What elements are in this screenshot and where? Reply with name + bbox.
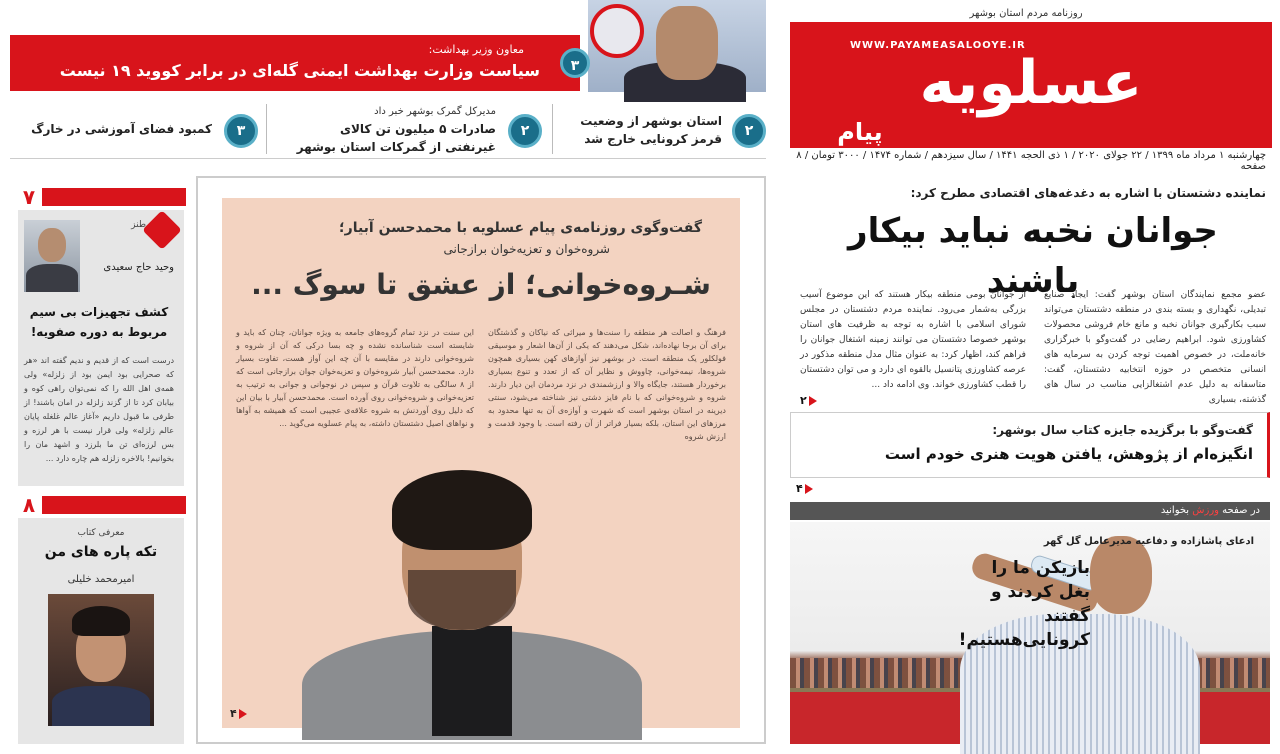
book-intro-author: امیرمحمد خلیلی: [67, 574, 135, 585]
official-photo: [588, 0, 766, 92]
arrow-icon: [239, 709, 247, 719]
page-number-badge: ۲: [508, 114, 542, 148]
no-virus-sign-icon: [590, 4, 644, 58]
feature-body-col-right: فرهنگ و اصالت هر منطقه را سنت‌ها و میراثی که نیاکان و گذشتگان برای آن برجا نهاده‌اند، شکل می‌دهند که یکی از آن‌ها اشعار و موسیقی فولکلور یک منطقه است. در بوشهر نیز آوازهای کهن بسیاری همچون شروه‌ها، نیمه‌خوانی، چاووش و نظایر آن که از تعدد و تنوع بسیاری برخوردار هستند، جایگاه والا و ارزشمندی در نزد مردمان این دیار دارند. شروه و شروه‌خوانی که با نام فایز دشتی نیز شناخته می‌شود، سنتی دیرینه در استان بوشهر است که شهرت و آوازه‌ی آن به تنها محدود به مرزهای این استان، بلکه بسیار فراتر از آن رفته است. با وجود قدمت و ارزش شروه: [488, 328, 726, 441]
top-headline-banner[interactable]: [10, 35, 580, 91]
divider: [552, 104, 553, 154]
section-header-7: [16, 185, 186, 209]
satire-column[interactable]: [18, 210, 184, 486]
arrow-icon: [809, 396, 817, 406]
book-award-box[interactable]: [790, 412, 1270, 478]
book-intro-title[interactable]: تکه پاره های من: [44, 544, 158, 560]
satire-label: طنز: [131, 220, 146, 230]
teaser-title[interactable]: کمبود فضای آموزشی در خارگ: [31, 122, 212, 136]
arrow-icon: [805, 484, 813, 494]
book-author-photo: [48, 594, 154, 726]
lead-headline[interactable]: جوانان نخبه نباید بیکار باشند: [848, 211, 1218, 301]
section-number: ۷: [16, 184, 42, 210]
lead-body-col-2: از جوانان بومی منطقه بیکار هستند که این موضوع آسیب بزرگی به‌شمار می‌رود. نماینده مردم دشتستان در مجلس شورای اسلامی با اشاره به توجه به ظرفیت های استان بوشهر خصوصا دشتستان می توانند زمینه اشتغال جوانان را فراهم کند، اظهار کرد: به عنوان مثال مدل منطقه مذکور در عرصه کشاورزی پتانسیل بالقوه ای دارد و می توان دشتستان را قطب کشاورزی خواند. وی ادامه داد ...: [800, 290, 1026, 390]
satire-logo-icon: [142, 210, 182, 250]
page-number-badge: ۲: [732, 114, 766, 148]
satire-title[interactable]: کشف تجهیزات بی سیم مربوط به دوره صفویه!: [29, 305, 169, 339]
masthead-url[interactable]: WWW.PAYAMEASALOOYE.IR: [850, 40, 1026, 51]
lead-kicker: نماینده دشتستان با اشاره به دغدغه‌های اقتصادی مطرح کرد:: [910, 186, 1266, 200]
top-headline-title[interactable]: سیاست وزارت بهداشت ایمنی گله‌ای در برابر کووید ۱۹ نیست: [59, 61, 540, 80]
divider: [266, 104, 267, 154]
masthead-logo-sub: پیام: [837, 118, 883, 146]
teaser-title[interactable]: صادرات ۵ میلیون تن کالای غیرنفتی از گمرکات استان بوشهر: [296, 122, 496, 154]
sports-kicker: ادعای پاشازاده و دفاعیه مدیرعامل گل گهر: [1043, 536, 1254, 547]
satire-text: درست است که از قدیم و ندیم گفته اند «هر که صحرایی بود ایمن بود از زلزله» ولی همه‌ی اهل الله را که نمی‌توان راهی کوه و بیابان کرد تا از گزند زلزله در امان باشند! از طرفی ما قبول داریم «آغاز عالم غلغله پایان عالم زلزله» ولی قرار نیست با هر لرزه و بس لرزه‌ای تن ما بلرزد و اشهد مان را بخوانیم! بالاخره زلزله هم چاره دارد ...: [24, 356, 174, 463]
feature-headline[interactable]: شـروه‌خوانی؛ از عشق تا سوگ ...: [251, 268, 711, 301]
masthead-logo: عسلویه: [919, 48, 1143, 118]
feature-body-col-left: این سنت در نزد تمام گروه‌های جامعه به ویژه جوانان، چنان که باید و شایسته است شناسانده نشده و چه بسا درکی که آن از شروه و شروه‌خوانی دارند در مقایسه با آن چه این آواز هست، تفاوت بسیار دارد. محمدحسن آبیار شروه‌خوان و تعزیه‌خوان جوان برازجانی است که از ۸ سالگی به تلاوت قرآن و سپس در نوجوانی و جوانی به ترتیب به تعزیه‌خوانی و شروه‌خوانی روی آورده است. محمدحسن آبیار با بیان این که دلیل روی آوردنش به شروه علاقه‌ی عجیبی است که همیشه به آواها و نواهای اصیل دشتستان داشته، به پیام عسلویه می‌گوید ...: [236, 328, 474, 428]
book-award-kicker: گفت‌وگو با برگزیده جایزه کتاب سال بوشهر:: [992, 423, 1253, 437]
sports-section-name: ورزش: [1192, 505, 1219, 516]
teaser-3[interactable]: [20, 102, 260, 158]
page-number-badge: ۳: [560, 48, 590, 78]
sports-section-bar[interactable]: در صفحه ورزش بخوانید: [790, 502, 1270, 520]
teaser-2[interactable]: [272, 102, 548, 158]
teaser-title[interactable]: استان بوشهر از وضعیت قرمز کرونایی خارج شد: [580, 114, 722, 146]
feature-portrait: [302, 460, 642, 728]
feature-story[interactable]: [222, 198, 740, 728]
satire-author: وحید حاج سعیدی: [103, 262, 174, 273]
teaser-1[interactable]: [560, 102, 766, 158]
sports-headline[interactable]: بازیکن ما را بغل کردند و گفتند کرونایی‌هستیم!: [958, 558, 1090, 650]
top-headline-kicker: معاون وزیر بهداشت:: [428, 43, 524, 56]
author-photo: [24, 220, 80, 292]
lead-body-col-1: عضو مجمع نمایندگان استان بوشهر گفت: ایجاد صنایع تبدیلی، نگهداری و بسته بندی در منطقه دشتستان می‌تواند سبب بکارگیری جوانان نخبه و مانع خام فروشی محصولات کشاورزی شود. ابراهیم رضایی در گفت‌وگو با خبرگزاری خانه‌ملت، در خصوص اهمیت توجه کردن به سرمایه های انسانی متخصص در حوزه انتخابیه دشتستان، گفت: متاسفانه به دلیل عدم اشتغالزایی مناسب در سال های گذشته، بسیاری: [1044, 290, 1266, 405]
book-intro-box[interactable]: [18, 518, 184, 744]
divider: [10, 158, 766, 159]
lead-page-ref[interactable]: ۲: [800, 394, 817, 407]
masthead-logo-block[interactable]: [790, 22, 1272, 148]
book-award-page-ref[interactable]: ۴: [796, 482, 813, 495]
section-header-8: [16, 493, 186, 517]
feature-page-ref[interactable]: ۴: [230, 707, 247, 720]
masthead: [790, 8, 1272, 172]
teaser-kicker: مدیرکل گمرک بوشهر خبر داد: [374, 106, 496, 117]
feature-kicker: گفت‌وگوی روزنامه‌ی پیام عسلویه با محمدحسن آبیار؛: [339, 220, 702, 236]
sports-photo[interactable]: [790, 522, 1270, 744]
book-intro-label: معرفی کتاب: [77, 528, 125, 538]
masthead-tagline: روزنامه مردم استان بوشهر: [969, 8, 1083, 19]
book-award-title[interactable]: انگیزه‌ام از پژوهش، یافتن هویت هنری خودم است: [884, 445, 1253, 463]
page-number-badge: ۳: [224, 114, 258, 148]
masthead-dateline: چهارشنبه ۱ مرداد ماه ۱۳۹۹ / ۲۲ جولای ۲۰۲۰ / ۱ ذی الحجه ۱۴۴۱ / سال سیزدهم / شماره ۱۴۷۴ / ۳۰۰۰ تومان / ۸ صفحه: [796, 150, 1266, 172]
feature-subkicker: شروه‌خوان و تعزیه‌خوان برازجانی: [443, 242, 610, 256]
section-number: ۸: [16, 492, 42, 518]
